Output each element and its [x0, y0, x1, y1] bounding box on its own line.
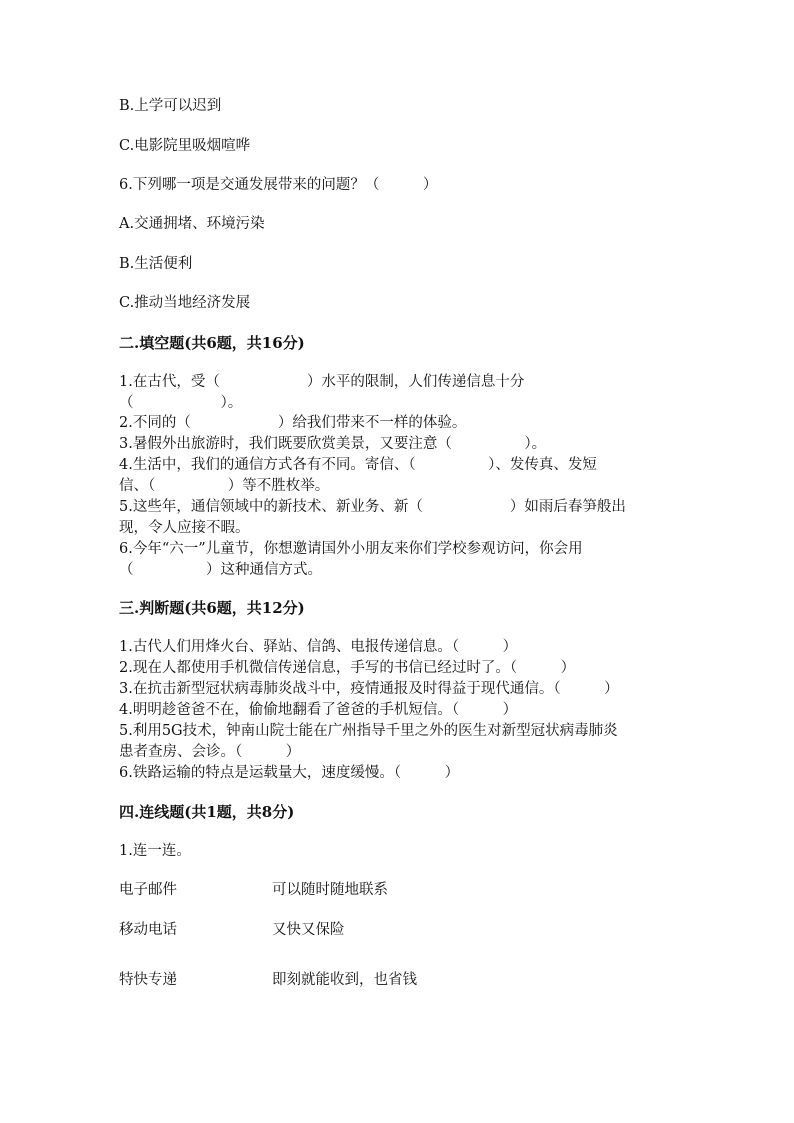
judge-line: 4.明明趁爸爸不在，偷偷地翻看了爸爸的手机短信。（ ） [119, 702, 518, 718]
fill-line: 2.不同的（ ）给我们带来不一样的体验。 [119, 415, 467, 431]
judge-line: 患者查房、会诊。（ ） [119, 744, 301, 760]
judge-line: 3.在抗击新型冠状病毒肺炎战斗中，疫情通报及时得益于现代通信。（ ） [119, 681, 619, 697]
q6-option-b: B.生活便利 [119, 256, 193, 272]
judge-line: 6.铁路运输的特点是运载量大，速度缓慢。（ ） [119, 765, 460, 781]
q6-option-c: C.推动当地经济发展 [119, 295, 251, 311]
match-right-item: 即刻就能收到，也省钱 [272, 972, 417, 988]
fill-line: （ ）。 [119, 395, 243, 411]
match-right-item: 又快又保险 [272, 922, 345, 938]
judge-section-heading: 三.判断题(共6题，共12分) [119, 599, 305, 617]
q5-option-c: C.电影院里吸烟喧哗 [119, 138, 251, 154]
judge-line: 2.现在人都使用手机微信传递信息，手写的书信已经过时了。（ ） [119, 660, 576, 676]
fill-line: 3.暑假外出旅游时，我们既要欣赏美景，又要注意（ ）。 [119, 436, 547, 452]
fill-section-heading: 二.填空题(共6题，共16分) [119, 334, 305, 352]
match-left-item: 特快专递 [119, 972, 177, 988]
q6-question: 6.下列哪一项是交通发展带来的问题？（ ） [119, 177, 438, 193]
fill-line: 5.这些年，通信领域中的新技术、新业务、新（ ）如雨后春笋般出 [119, 499, 626, 515]
fill-line: 1.在古代，受（ ）水平的限制，人们传递信息十分 [119, 374, 525, 390]
match-section-heading: 四.连线题(共1题，共8分) [119, 803, 295, 821]
judge-line: 1.古代人们用烽火台、驿站、信鸽、电报传递信息。（ ） [119, 639, 518, 655]
q6-option-a: A.交通拥堵、环境污染 [119, 216, 265, 232]
fill-line: 6.今年“六一”儿童节，你想邀请国外小朋友来你们学校参观访问，你会用 [119, 541, 583, 557]
q5-option-b: B.上学可以迟到 [119, 98, 222, 114]
match-right-item: 可以随时随地联系 [272, 882, 388, 898]
match-left-item: 电子邮件 [119, 882, 177, 898]
match-left-item: 移动电话 [119, 922, 177, 938]
match-question: 1.连一连。 [119, 843, 191, 859]
fill-line: 4.生活中，我们的通信方式各有不同。寄信、（ ）、发传真、发短 [119, 457, 597, 473]
fill-line: 现，令人应接不暇。 [119, 520, 250, 536]
fill-line: 信、（ ）等不胜枚举。 [119, 478, 330, 494]
judge-line: 5.利用5G技术，钟南山院士能在广州指导千里之外的医生对新型冠状病毒肺炎 [119, 723, 618, 739]
fill-line: （ ）这种通信方式。 [119, 562, 322, 578]
